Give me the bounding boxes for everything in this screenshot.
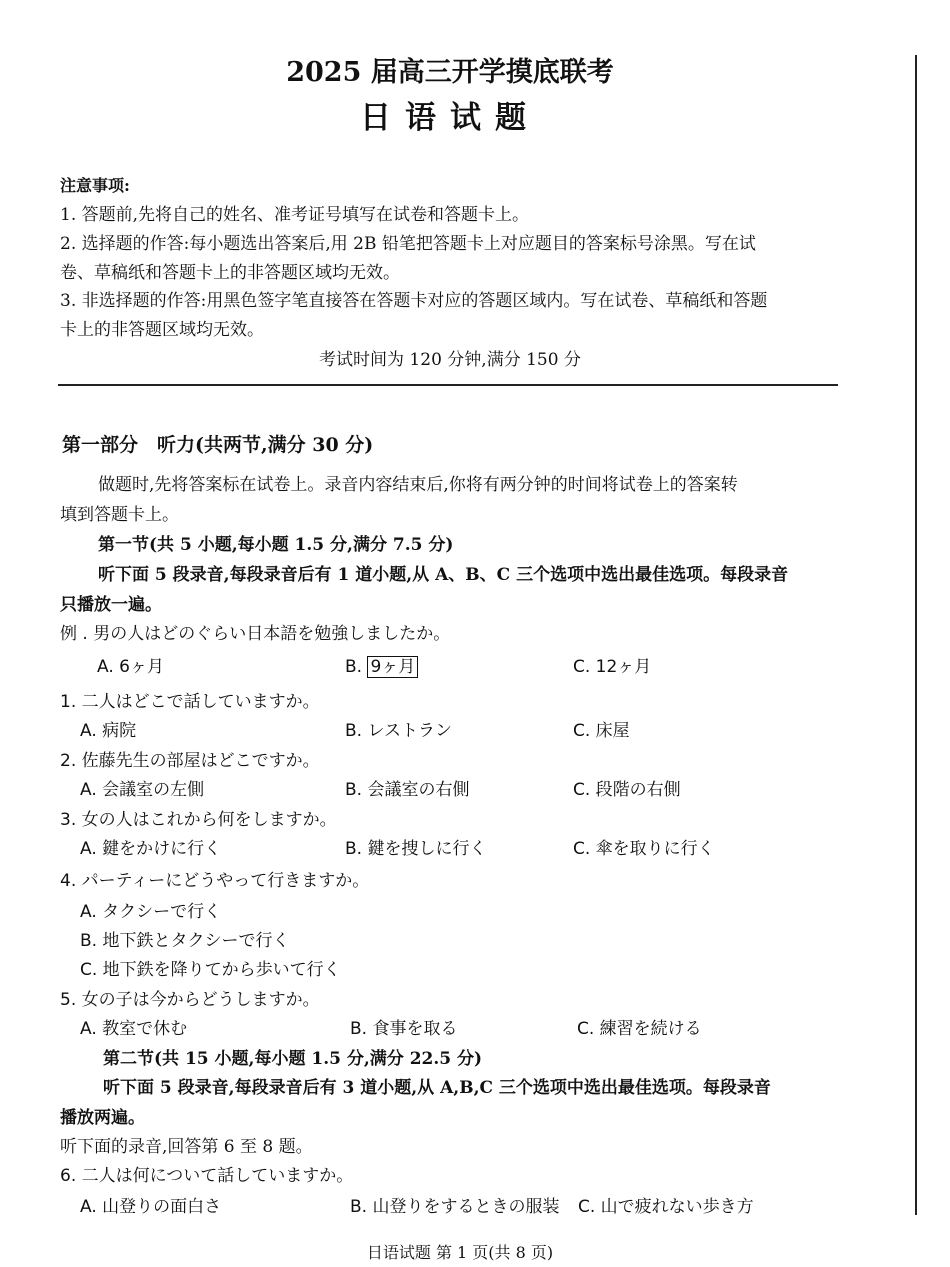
section2-instruction-line-1: 听下面 5 段录音,每段录音后有 3 道小题,从 A,B,C 三个选项中选出最佳选项。每段录音	[103, 1078, 771, 1098]
part1-intro-line-2: 填到答题卡上。	[60, 505, 179, 525]
example-option-b-label: B.	[345, 657, 363, 677]
q5-question: 5. 女の子は今からどうしますか。	[60, 990, 320, 1010]
section2-instruction-line-2: 播放两遍。	[60, 1108, 145, 1128]
group-instruction: 听下面的录音,回答第 6 至 8 题。	[60, 1137, 313, 1157]
q6-question: 6. 二人は何について話していますか。	[60, 1166, 354, 1186]
q3-option-b: B. 鍵を捜しに行く	[345, 839, 487, 859]
subject-title: 日语试题	[360, 100, 540, 136]
q6-option-c: C. 山で疲れない歩き方	[578, 1197, 754, 1217]
exam-time-info: 考试时间为 120 分钟,满分 150 分	[319, 350, 581, 370]
q3-option-c: C. 傘を取りに行く	[573, 839, 715, 859]
page-edge-line	[915, 55, 917, 1215]
page-footer: 日语试题 第 1 页(共 8 页)	[366, 1243, 554, 1262]
notice-item-3-line-1: 3. 非选择题的作答:用黑色签字笔直接答在答题卡对应的答题区域内。写在试卷、草稿纸和答题	[60, 291, 768, 311]
divider	[58, 384, 838, 386]
q4-option-a: A. タクシーで行く	[80, 902, 222, 922]
section2-heading: 第二节(共 15 小题,每小题 1.5 分,满分 22.5 分)	[103, 1049, 483, 1069]
example-option-b	[345, 652, 418, 677]
q5-option-b: B. 食事を取る	[350, 1019, 458, 1039]
notice-title: 注意事项:	[60, 176, 130, 195]
q1-option-a: A. 病院	[80, 721, 137, 741]
q4-option-b: B. 地下鉄とタクシーで行く	[80, 931, 290, 951]
q3-question: 3. 女の人はこれから何をしますか。	[60, 810, 337, 830]
q2-option-a: A. 会議室の左側	[80, 780, 205, 800]
q1-option-c: C. 床屋	[573, 721, 630, 741]
notice-item-2-line-1: 2. 选择题的作答:每小题选出答案后,用 2B 铅笔把答题卡上对应题目的答案标号涂黑。写在试	[60, 234, 756, 254]
q2-option-c: C. 段階の右側	[573, 780, 681, 800]
section1-instruction-line-1: 听下面 5 段录音,每段录音后有 1 道小题,从 A、B、C 三个选项中选出最佳选项。每段录音	[98, 565, 789, 585]
q4-question: 4. パーティーにどうやって行きますか。	[60, 871, 370, 891]
q5-option-a: A. 教室で休む	[80, 1019, 188, 1039]
q1-question: 1. 二人はどこで話していますか。	[60, 692, 320, 712]
example-option-a: A. 6ヶ月	[97, 657, 164, 677]
section1-heading: 第一节(共 5 小题,每小题 1.5 分,满分 7.5 分)	[98, 535, 454, 555]
q3-option-a: A. 鍵をかけに行く	[80, 839, 222, 859]
section1-instruction-line-2: 只播放一遍。	[60, 595, 162, 615]
example-option-c: C. 12ヶ月	[573, 657, 652, 677]
q5-option-c: C. 練習を続ける	[577, 1019, 702, 1039]
notice-item-1: 1. 答题前,先将自己的姓名、准考证号填写在试卷和答题卡上。	[60, 205, 530, 225]
notice-item-2-line-2: 卷、草稿纸和答题卡上的非答题区域均无效。	[60, 263, 400, 283]
q6-option-a: A. 山登りの面白さ	[80, 1197, 222, 1217]
exam-title: 2025 届高三开学摸底联考	[286, 57, 614, 88]
notice-item-3-line-2: 卡上的非答题区域均无效。	[60, 320, 264, 340]
q2-option-b: B. 会議室の右側	[345, 780, 470, 800]
part1-intro-line-1: 做题时,先将答案标在试卷上。录音内容结束后,你将有两分钟的时间将试卷上的答案转	[98, 475, 738, 495]
q4-option-c: C. 地下鉄を降りてから歩いて行く	[80, 960, 341, 980]
q2-question: 2. 佐藤先生の部屋はどこですか。	[60, 751, 320, 771]
q6-option-b: B. 山登りをするときの服装	[350, 1197, 560, 1217]
q1-option-b: B. レストラン	[345, 721, 452, 741]
example-answer-box: 9ヶ月	[367, 656, 418, 678]
example-question: 例 . 男の人はどのぐらい日本語を勉強しましたか。	[60, 624, 451, 644]
part1-heading: 第一部分 听力(共两节,满分 30 分)	[62, 434, 374, 456]
